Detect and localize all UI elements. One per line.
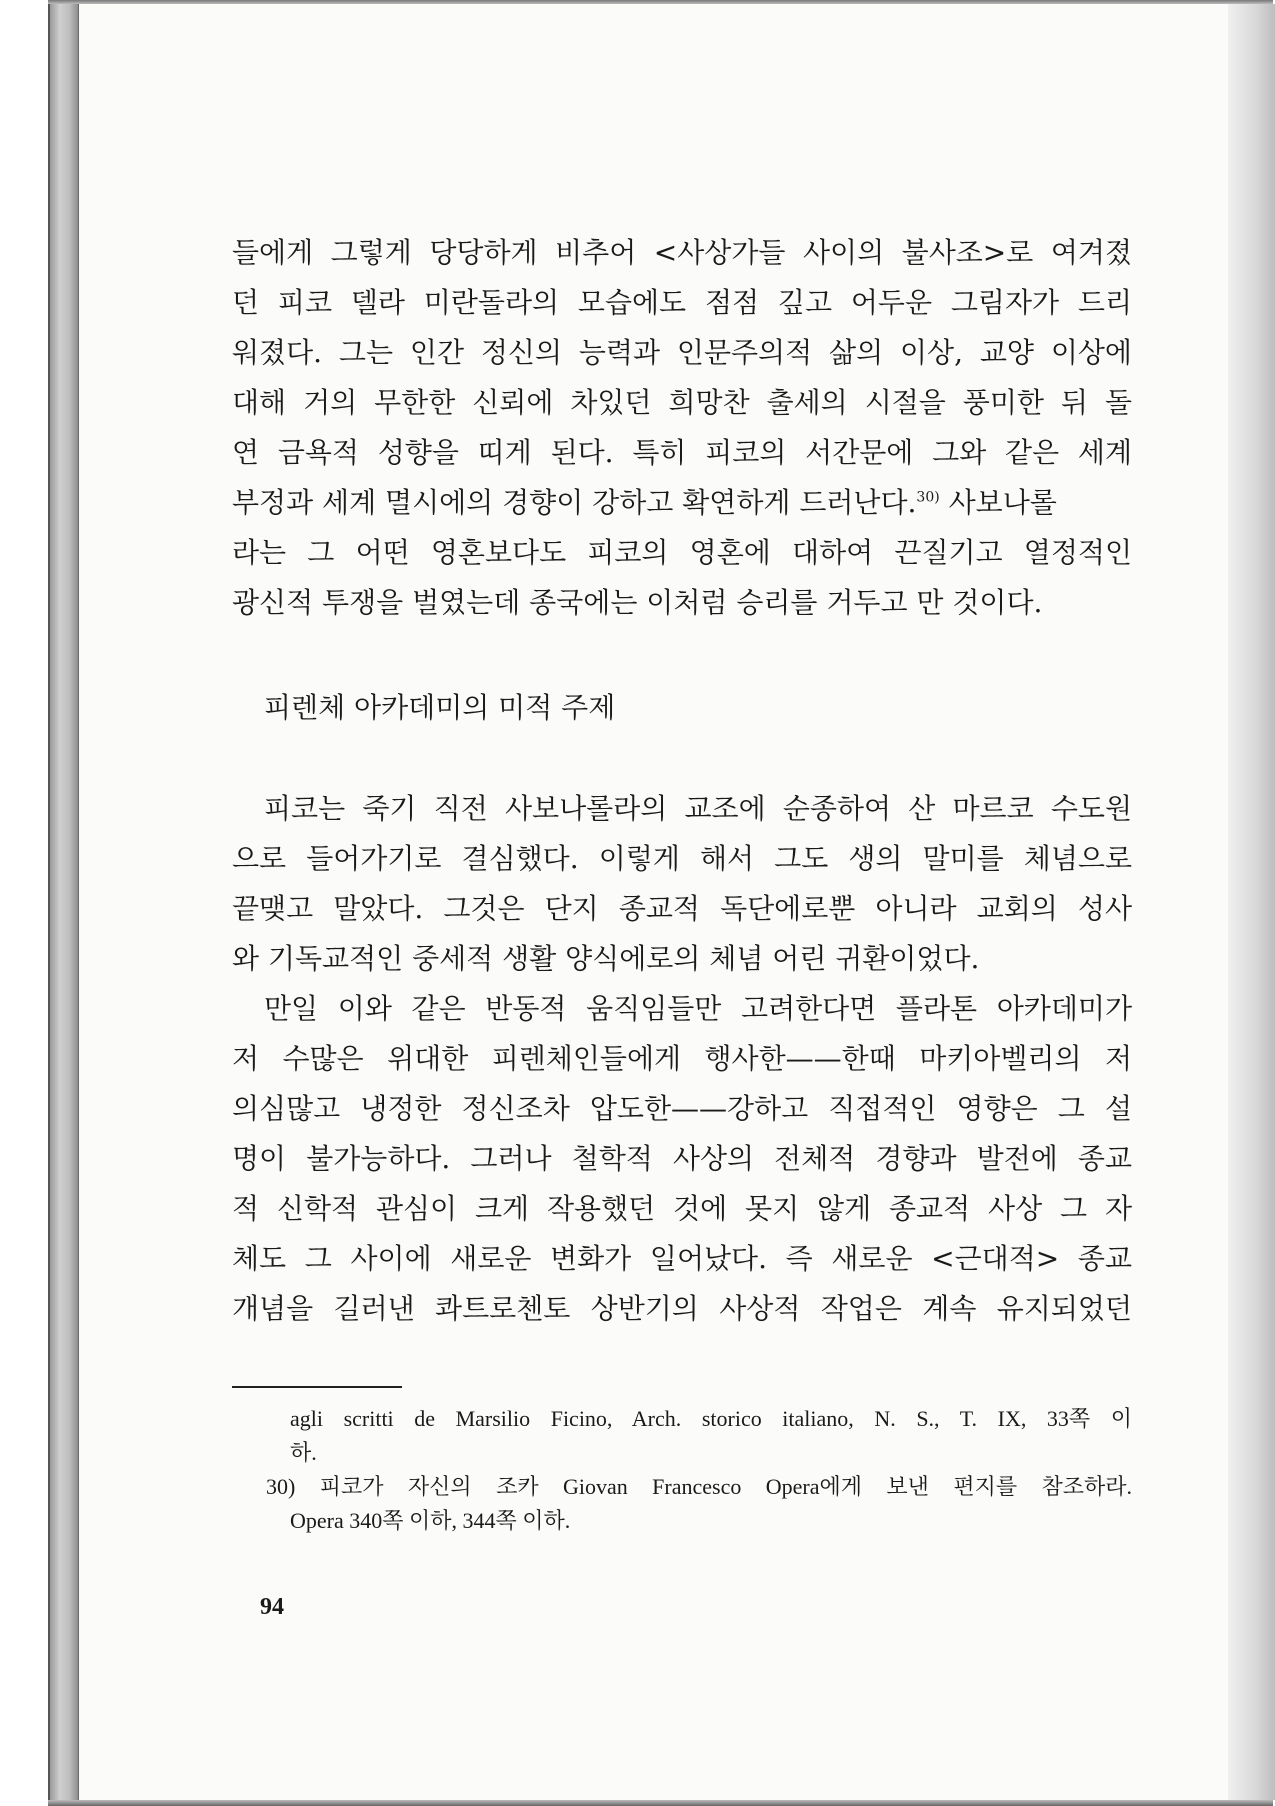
text-line-segment: 사보나롤	[939, 486, 1057, 519]
book-bottom-edge	[48, 1800, 1273, 1806]
text-line: 와 기독교적인 중세적 생활 양식에로의 체념 어린 귀환이었다.	[232, 942, 980, 975]
footnote-30-line: 30) 피코가 자신의 조카 Giovan Francesco Opera에게 보낸 편지를 참조하라.	[266, 1474, 1132, 1499]
text-line-segment: 부정과 세계 멸시에의 경향이 강하고 확연하게 드러난다.	[232, 486, 917, 519]
text-line: 체도 그 사이에 새로운 변화가 일어났다. 즉 새로운 <근대적> 종교	[232, 1242, 1132, 1275]
footnote-reference: 30)	[916, 489, 940, 506]
text-line: 개념을 길러낸 콰트로첸토 상반기의 사상적 작업은 계속 유지되었던	[232, 1292, 1132, 1325]
text-line: 연 금욕적 성향을 띠게 된다. 특히 피코의 서간문에 그와 같은 세계	[232, 436, 1132, 469]
text-line: 던 피코 델라 미란돌라의 모습에도 점점 깊고 어두운 그림자가 드리	[232, 286, 1132, 319]
footnotes	[266, 1402, 1132, 1538]
footnote-divider	[232, 1386, 402, 1388]
text-line: 끝맺고 말았다. 그것은 단지 종교적 독단에로뿐 아니라 교회의 성사	[232, 892, 1132, 925]
footnote-line: 하.	[290, 1440, 317, 1465]
text-line: 적 신학적 관심이 크게 작용했던 것에 못지 않게 종교적 사상 그 자	[232, 1192, 1132, 1225]
text-line-with-footnote	[232, 478, 1132, 528]
text-line: 대해 거의 무한한 신뢰에 차있던 희망찬 출세의 시절을 풍미한 뒤 돌	[232, 386, 1132, 419]
text-line: 피코는 죽기 직전 사보나롤라의 교조에 순종하여 산 마르코 수도원	[264, 792, 1132, 825]
page-number: 94	[260, 1594, 284, 1620]
page-right-edge-shadow	[1228, 4, 1275, 1800]
text-line: 의심많고 냉정한 정신조차 압도한——강하고 직접적인 영향은 그 설	[232, 1092, 1132, 1125]
text-line: 들에게 그렇게 당당하게 비추어 <사상가들 사이의 불사조>로 여겨졌	[232, 236, 1132, 269]
text-line: 광신적 투쟁을 벌였는데 종국에는 이처럼 승리를 거두고 만 것이다.	[232, 586, 1043, 619]
text-line: 라는 그 어떤 영혼보다도 피코의 영혼에 대하여 끈질기고 열정적인	[232, 536, 1132, 569]
footnote-line: agli scritti de Marsilio Ficino, Arch. storico italiano, N. S., T. IX, 33쪽 이	[290, 1406, 1132, 1431]
text-line: 명이 불가능하다. 그러나 철학적 사상의 전체적 경향과 발전에 종교	[232, 1142, 1132, 1175]
text-line: 으로 들어가기로 결심했다. 이렇게 해서 그도 생의 말미를 체념으로	[232, 842, 1132, 875]
section-heading: 피렌체 아카데미의 미적 주제	[264, 691, 616, 724]
text-line: 워졌다. 그는 인간 정신의 능력과 인문주의적 삶의 이상, 교양 이상에	[232, 336, 1132, 369]
book-spine	[48, 4, 79, 1802]
footnote-30-line: Opera 340쪽 이하, 344쪽 이하.	[290, 1508, 571, 1533]
paragraph-1	[232, 228, 1132, 628]
text-line: 만일 이와 같은 반동적 움직임들만 고려한다면 플라톤 아카데미가	[264, 992, 1132, 1025]
paragraph-2-and-3	[232, 784, 1132, 1334]
text-line: 저 수많은 위대한 피렌체인들에게 행사한——한때 마키아벨리의 저	[232, 1042, 1132, 1075]
